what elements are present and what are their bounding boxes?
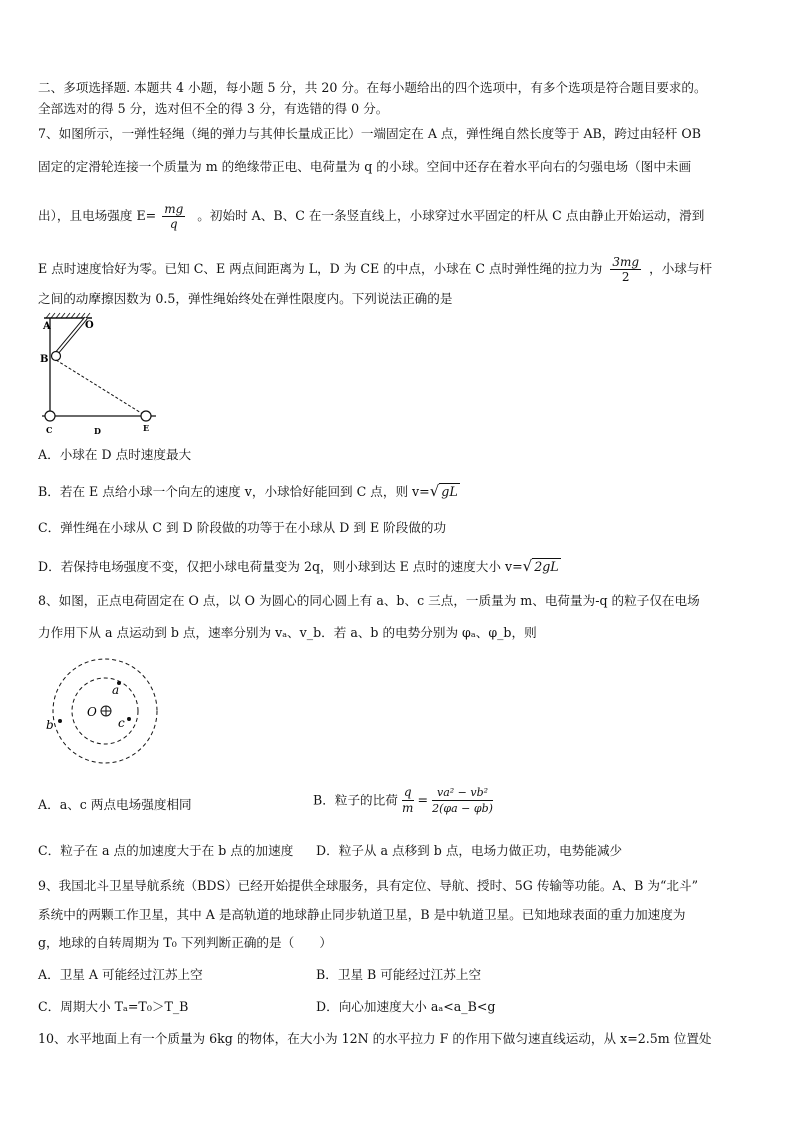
q7-option-A: A．小球在 D 点时速度最大 — [38, 447, 192, 462]
q7-stem-line4a: E 点时速度恰好为零。已知 C、E 两点间距离为 L，D 为 CE 的中点，小球在 C 点时弹性绳的拉力为 — [38, 261, 603, 276]
q8-fraction-ratio-den: 2(φa − φb) — [432, 802, 493, 815]
q7-stem-line5: 之间的动摩擦因数为 0.5，弹性绳始终处在弹性限度内。下列说法正确的是 — [38, 291, 453, 306]
q7-label-A: A — [43, 321, 51, 332]
q7-rod-OB-inner — [56, 318, 86, 354]
q7-label-O: O — [85, 320, 94, 331]
q7-ball-E — [141, 411, 151, 421]
q7-label-B: B — [40, 354, 49, 365]
q7-stem-line3 — [38, 202, 760, 231]
q7-fraction-tension-num: 3mg — [612, 255, 640, 269]
q8-stem-line1: 8、如图，正点电荷固定在 O 点，以 O 为圆心的同心圆上有 a、b、c 三点，一质量为 m、电荷量为-q 的粒子仅在电场 — [38, 593, 700, 608]
q8-fraction-ratio — [432, 785, 493, 816]
q8-stem-line2: 力作用下从 a 点运动到 b 点，速率分别为 vₐ、v_b．若 a、b 的电势分别为 φₐ、φ_b，则 — [38, 625, 537, 640]
q8-diagram — [40, 652, 170, 770]
q8-option-B-text: B．粒子的比荷 — [313, 792, 398, 808]
q7-pulley — [52, 352, 61, 361]
q7-stem-line3b: 。初始时 A、B、C 在一条竖直线上，小球穿过水平固定的杆从 C 点由静止开始运动，滑到 — [197, 208, 705, 223]
q8-label-c: c — [118, 716, 125, 730]
q9-stem-line1: 9、我国北斗卫星导航系统（BDS）已经开始提供全球服务，具有定位、导航、授时、5G 传输等功能。A、B 为“北斗” — [38, 878, 699, 893]
q7-diagram — [34, 312, 164, 438]
q7-label-D: D — [94, 426, 101, 436]
q8-fraction-qm-num: q — [403, 785, 412, 799]
q8-fraction-qm — [402, 785, 414, 816]
q8-label-b: b — [46, 718, 54, 732]
q7-dashed-rope — [56, 360, 146, 416]
q7-fraction-tension — [610, 255, 641, 284]
q7-label-E: E — [143, 423, 150, 433]
q9-option-D: D．向心加速度大小 aₐ<a_B<g — [316, 999, 496, 1014]
q8-option-C: C．粒子在 a 点的加速度大于在 b 点的加速度 — [38, 843, 294, 858]
q7-fraction-E-num: mg — [164, 202, 184, 216]
q7-option-B-text: B．若在 E 点给小球一个向左的速度 v，小球恰好能回到 C 点，则 v= — [38, 484, 430, 499]
q7-option-C: C．弹性绳在小球从 C 到 D 阶段做的功等于在小球从 D 到 E 阶段做的功 — [38, 520, 447, 535]
q7-option-B — [38, 482, 760, 501]
q9-option-A: A．卫星 A 可能经过江苏上空 — [38, 967, 203, 982]
section-header-line2: 全部选对的得 5 分，选对但不全的得 3 分，有选错的得 0 分。 — [38, 101, 389, 116]
q7-stem-line2: 固定的定滑轮连接一个质量为 m 的绝缘带正电、电荷量为 q 的小球。空间中还存在着水平向右的匀强电场（图中未画 — [38, 159, 692, 174]
q7-option-D-root: 2gL — [534, 559, 559, 574]
sqrt-symbol-icon: √ — [522, 557, 533, 575]
q7-option-B-root: gL — [441, 484, 458, 499]
q9-option-B: B．卫星 B 可能经过江苏上空 — [316, 967, 482, 982]
q8-equals: = — [417, 792, 429, 808]
q8-option-A: A．a、c 两点电场强度相同 — [38, 797, 192, 812]
sqrt-symbol-icon: √ — [429, 482, 440, 500]
q7-stem-line1: 7、如图所示，一弹性轻绳（绳的弹力与其伸长量成正比）一端固定在 A 点，弹性绳自然长度等于 AB，跨过由轻杆 OB — [38, 126, 701, 141]
q8-option-D: D．粒子从 a 点移到 b 点，电场力做正功，电势能减少 — [316, 843, 623, 858]
q8-option-B — [313, 785, 493, 816]
q7-option-D — [38, 557, 760, 576]
q8-fraction-qm-den: m — [401, 801, 414, 815]
q7-stem-line4b: ，小球与杆 — [649, 261, 713, 276]
section-header-line1: 二、多项选择题. 本题共 4 小题，每小题 5 分，共 20 分。在每小题给出的四个选项中，有多个选项是符合题目要求的。 — [38, 80, 707, 95]
q8-fraction-ratio-num: va² − vb² — [432, 785, 493, 801]
q9-stem-line3: g，地球的自转周期为 T₀ 下列判断正确的是（ ） — [38, 935, 332, 950]
q8-point-c — [127, 717, 131, 721]
q7-stem-line3a: 出），且电场强度 E= — [38, 208, 157, 223]
q7-fraction-E-den: q — [169, 217, 178, 231]
q9-stem-line2: 系统中的两颗工作卫星，其中 A 是高轨道的地球静止同步轨道卫星，B 是中轨道卫星。已知地球表面的重力加速度为 — [38, 907, 686, 922]
q7-ball-C — [45, 411, 55, 421]
q7-stem-line4 — [38, 255, 760, 284]
q7-label-C: C — [46, 425, 53, 435]
q8-point-b — [58, 719, 62, 723]
q7-fraction-tension-den: 2 — [621, 270, 630, 284]
q10-stem-line1: 10、水平地面上有一个质量为 6kg 的物体，在大小为 12N 的水平拉力 F 的作用下做匀速直线运动，从 x=2.5m 位置处 — [38, 1031, 712, 1046]
q7-fraction-E — [162, 202, 185, 231]
q9-option-C: C．周期大小 Tₐ=T₀＞T_B — [38, 999, 189, 1014]
q8-label-a: a — [112, 683, 120, 697]
q7-option-D-text: D．若保持电场强度不变，仅把小球电荷量变为 2q，则小球到达 E 点时的速度大小 v= — [38, 559, 523, 574]
q8-label-O: O — [87, 705, 97, 719]
